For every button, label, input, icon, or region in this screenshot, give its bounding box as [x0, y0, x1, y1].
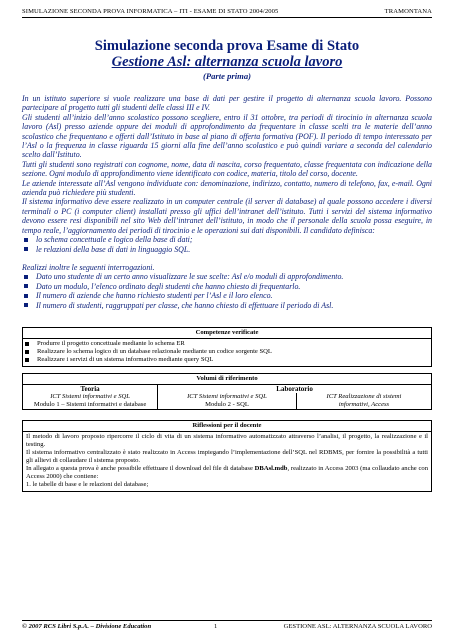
paragraph: Tutti gli studenti sono registrati con cognome, nome, data di nascita, corso frequentato, classe frequentata con indicazione della sezione. Ogni modulo di approfondimento viene identificato con codice, materia, titolo del corso, docente. [22, 159, 432, 179]
part-label: (Parte prima) [203, 71, 251, 81]
volumi-box [22, 373, 432, 410]
bullet-square-icon [24, 238, 28, 242]
main-title: Simulazione seconda prova Esame di Stato [94, 38, 360, 54]
footer-title: GESTIONE ASL: ALTERNANZA SCUOLA LAVORO [283, 623, 432, 630]
riflessioni-box [22, 420, 432, 492]
page-header [22, 8, 432, 18]
volume-cell: ICT Realizzazione di sistemi informativi, Access [326, 392, 402, 408]
teoria-header: Teoria [23, 385, 158, 393]
list-item: Dato uno studente di un certo anno visualizzare le sue scelte: Asl e/o moduli di approfondimento. [22, 272, 432, 281]
bullet-square-icon [25, 342, 29, 346]
paragraph: Il sistema informativo deve essere realizzato in un computer centrale (il server di database) al quale possono accedere i diversi terminali o PC (i computer client) installati presso gli uffici dell’intranet dell’istituto. Tutti i servizi del sistema informativo devono essere resi disponibili nel sito Web dell’intranet dell’istituto, in modo che il personale della scuola possa eseguire, in tempo reale, l’aggiornamento dei periodi di tirocinio e le operazioni sui dati disponibili. Il candidato definisca: [22, 197, 432, 235]
bullet-square-icon [25, 350, 29, 354]
assignment-text [22, 94, 432, 310]
list-item: Il numero di studenti, raggruppati per classe, che hanno chiesto di effettuare il periodo di Asl. [22, 301, 432, 310]
paragraph: Il metodo di lavoro proposto ripercorre il ciclo di vita di un sistema informativo automatizzato attraverso l’analisi, il progetto, la realizzazione e il testing. [26, 432, 428, 448]
bullet-square-icon [24, 275, 28, 279]
competenze-box [22, 327, 432, 367]
subtitle: Gestione Asl: alternanza scuola lavoro [111, 54, 343, 70]
laboratorio-header: Laboratorio [276, 384, 313, 393]
footer-copyright: © 2007 RCS Libri S.p.A. – Divisione Education [22, 623, 152, 630]
database-filename: DBAsl.mdb [254, 464, 288, 472]
bullet-square-icon [24, 284, 28, 288]
volume-cell: ICT Sistemi informativi e SQL Modulo 2 - SQL [158, 393, 297, 409]
queries-list [22, 272, 432, 310]
paragraph: Il sistema informativo centralizzato è stato realizzato in Access impiegando l’implementazione dell’SQL nel RDBMS, per fornire la possibilità a tutti gli allievi di collaudare il sistema proposto. [26, 448, 428, 464]
riflessioni-title: Riflessioni per il docente [23, 421, 431, 432]
page-number: 1 [214, 623, 218, 630]
paragraph: Le aziende interessate all’Asl vengono individuate con: denominazione, indirizzo, contatto, numero di telefono, fax, e-mail. Ogni azienda può richiedere più studenti. [22, 178, 432, 198]
document-page [22, 8, 432, 492]
page-footer [22, 620, 432, 630]
header-left: SIMULAZIONE SECONDA PROVA INFORMATICA – ITI - ESAME DI STATO 2004/2005 [22, 8, 279, 15]
list-item: Il numero di aziende che hanno richiesto studenti per l’Asl e il loro elenco. [22, 291, 432, 300]
deliverables-list [22, 235, 432, 254]
bullet-square-icon [24, 294, 28, 298]
paragraph: Gli studenti all’inizio dell’anno scolastico possono scegliere, entro il 31 ottobre, tra periodi di tirocinio in alternanza scuola lavoro (Asl) presso aziende oppure dei moduli di approfondimento da frequentare in classe scelti tra le materie dell’anno scolastico che frequentano e offerti dall’Istituto in base al piano di offerta formativa (POF). Il periodo di tempo interessato per l’Asl o la frequenza in classe riguarda 15 giorni alla fine dell’anno scolastico e può quindi variare a seconda del calendario scelto dall’Istituto. [22, 112, 432, 160]
title-block [22, 38, 432, 81]
competenze-title: Competenze verificate [23, 328, 431, 339]
list-item: Realizzare lo schema logico di un database relazionale mediante un codice sorgente SQL [23, 348, 431, 356]
volume-cell: ICT Sistemi informativi e SQL Modulo 1 – Sistemi informativi e database [23, 393, 158, 409]
queries-intro: Realizzi inoltre le seguenti interrogazioni. [22, 262, 155, 272]
paragraph: In allegato a questa prova è anche possibile effettuare il download del file di database DBAsl.mdb, realizzato in Access 2003 (ma collaudato anche con Access 2000) che contiene: [26, 464, 428, 480]
bullet-square-icon [24, 247, 28, 251]
bullet-square-icon [24, 303, 28, 307]
list-item: le relazioni della base di dati in linguaggio SQL. [22, 245, 432, 254]
bullet-square-icon [25, 358, 29, 362]
volumi-title: Volumi di riferimento [23, 374, 431, 385]
list-item: Dato un modulo, l’elenco ordinato degli studenti che hanno chiesto di frequentarlo. [22, 282, 432, 291]
volumi-table [23, 385, 431, 409]
list-item: Produrre il progetto concettuale mediante lo schema ER [23, 340, 431, 348]
list-item: lo schema concettuale e logico della base di dati; [22, 235, 432, 244]
paragraph: 1. le tabelle di base e le relazioni del database; [26, 480, 149, 488]
list-item: Realizzare i servizi di un sistema informativo mediante query SQL [23, 356, 431, 364]
header-right: TRAMONTANA [384, 8, 432, 15]
paragraph: In un istituto superiore si vuole realizzare una base di dati per gestire il progetto di alternanza scuola lavoro. Possono partecipare al progetto tutti gli studenti delle classi III e IV. [22, 94, 432, 113]
